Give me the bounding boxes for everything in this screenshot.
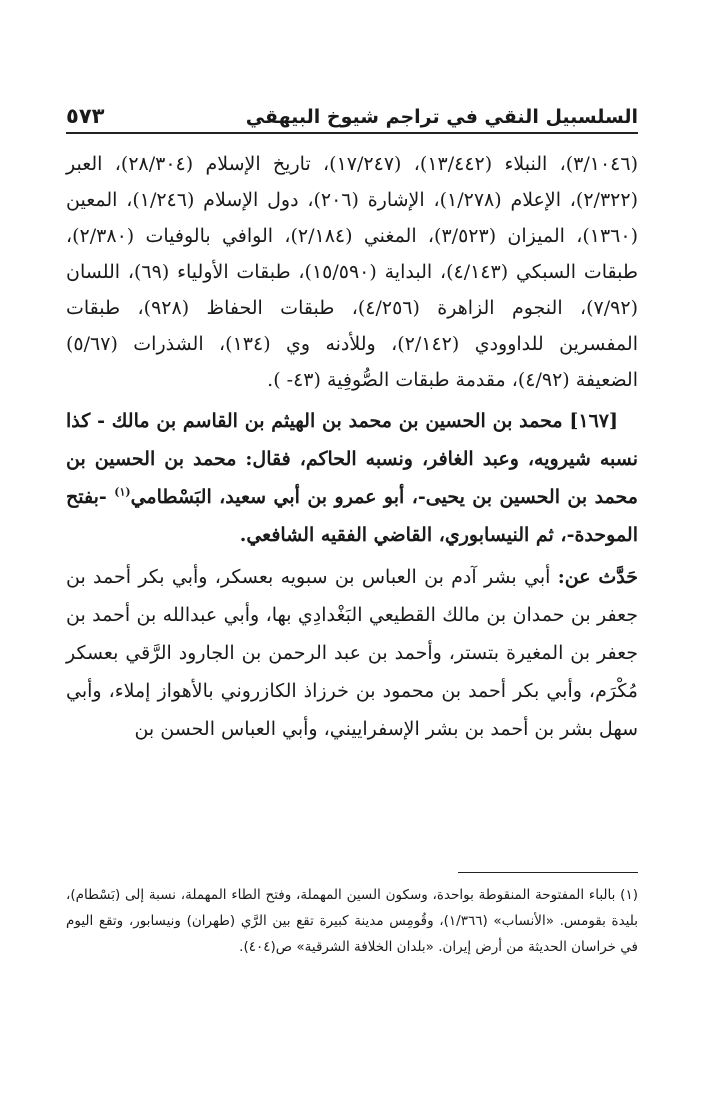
page-number: ٥٧٣ [66,104,105,128]
footnote-separator [458,872,638,873]
narrated-from-text: أبي بشر آدم بن العباس بن سبويه بعسكر، وأبي بكر أحمد بن جعفر بن حمدان بن مالك القطيعي البَغْدادِي بها، وأبي عبدالله بن أحمد بن جعفر بن المغيرة بتستر، وأحمد بن عبد الرحمن بن الجارود الرَّقي بعسكر مُكْرَم، وأبي بكر أحمد بن محمود بن خرزاذ الكازروني بالأهواز إملاء، وأبي سهل بشر بن أحمد بن بشر الإسفراييني، وأبي العباس الحسن بن [66,566,638,740]
footnote-1: (١) بالباء المفتوحة المنقوطة بواحدة، وسكون السين المهملة، وفتح الطاء المهملة، نسبة إلى (بَسْطام)، بليدة بقومس. «الأنساب» (١/٣٦٦)، وقُومِس مدينة كبيرة تقع بين الرَّي (طهران) ونيسابور، وتقع اليوم في خراسان الحديثة من أرض إيران. «بلدان الخلافة الشرقية» ص(٤٠٤). [66,887,638,955]
main-text [66,146,638,748]
references-paragraph: (٣/١٠٤٦)، النبلاء (١٣/٤٤٢)، (١٧/٢٤٧)، تاريخ الإسلام (٢٨/٣٠٤)، العبر (٢/٣٢٢)، الإعلام (١/٢٧٨)، الإشارة (٢٠٦)، دول الإسلام (١/٢٤٦)، المعين (١٣٦٠)، الميزان (٣/٥٢٣)، المغني (٢/١٨٤)، الوافي بالوفيات (٢/٣٨٠)، طبقات السبكي (٤/١٤٣)، البداية (١٥/٥٩٠)، طبقات الأولياء (٦٩)، اللسان (٧/٩٢)، النجوم الزاهرة (٤/٢٥٦)، طبقات الحفاظ (٩٢٨)، طبقات المفسرين للداوودي (٢/١٤٢)، وللأدنه وي (١٣٤)، الشذرات (٥/٦٧) الضعيفة (٤/٩٢)، مقدمة طبقات الصُّوفِية (٤٣- ). [66,153,638,391]
entry-heading-text-continued: -بفتح الموحدة-، ثم النيسابوري، القاضي الفقيه الشافعي. [66,486,638,546]
entry-heading-text: [١٦٧] محمد بن الحسين بن محمد بن الهيثم بن القاسم بن مالك - كذا نسبه شيرويه، وعبد الغافر، ونسبه الحاكم، فقال: محمد بن الحسين بن محمد بن الحسين بن يحيى-، أبو عمرو بن أبي سعيد، البَسْطامي [66,410,638,508]
book-page [66,96,638,1096]
footnotes [66,882,638,960]
page-header [66,96,638,134]
footnote-reference[interactable]: (١) [114,485,131,499]
narrated-from-paragraph [66,558,638,748]
running-title: السلسبيل النقي في تراجم شيوخ البيهقي [245,106,638,128]
narrated-from-lead: حَدَّث عن: [557,566,638,588]
biography-entry-heading [66,402,638,554]
